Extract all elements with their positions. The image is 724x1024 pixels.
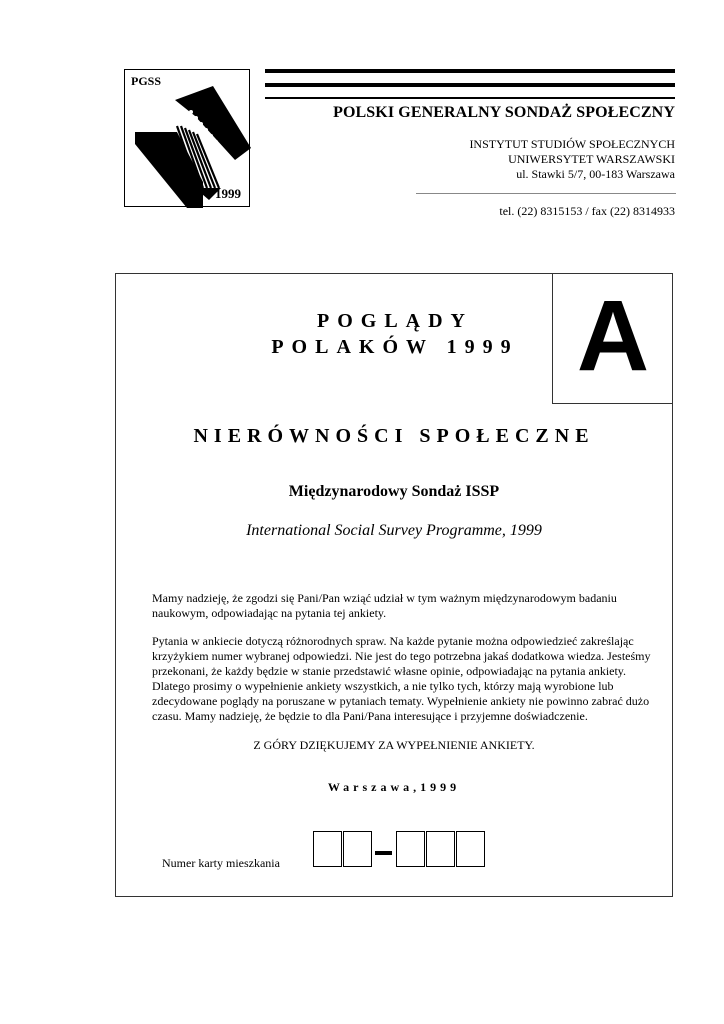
university-name: UNIWERSYTET WARSZAWSKI <box>508 152 675 166</box>
header-rule-2 <box>265 83 675 87</box>
card-number-digit-3[interactable] <box>396 831 425 867</box>
logo-year: 1999 <box>215 186 241 201</box>
title-line-2: POLAKÓW 1999 <box>271 336 519 358</box>
programme-name: International Social Survey Programme, 1999 <box>246 522 542 539</box>
card-number-digit-4[interactable] <box>426 831 455 867</box>
pgss-logo <box>124 69 250 207</box>
header-rule-1 <box>265 69 675 73</box>
questionnaire-version-box <box>552 273 673 404</box>
institute-block <box>380 137 675 182</box>
place-date: Warszawa,1999 <box>327 780 461 794</box>
thanks-line: Z GÓRY DZIĘKUJEMY ZA WYPEŁNIENIE ANKIETY. <box>253 738 535 752</box>
header-rule-3 <box>265 97 675 99</box>
institute-name: INSTYTUT STUDIÓW SPOŁECZNYCH <box>469 137 675 151</box>
card-number-digit-1[interactable] <box>313 831 342 867</box>
contact-line: tel. (22) 8315153 / fax (22) 8314933 <box>499 204 675 218</box>
card-number-digit-2[interactable] <box>343 831 372 867</box>
card-number-label: Numer karty mieszkania <box>162 856 280 870</box>
version-letter: A <box>576 280 650 392</box>
instructions-paragraph: Pytania w ankiecie dotyczą różnorodnych spraw. Na każde pytanie można odpowiedzieć zakreślając krzyżykiem numer wybranej odpowiedzi. Nie jest do tego potrzebna jakaś dodatkowa wiedza. Jesteśmy przekonani, że każdy będzie w stanie przedstawić własne opinie, odpowiadając na pytania ankiety. Dlatego prosimy o wypełnienie ankiety wszystkich, a nie tylko tych, którzy mają wyrobione lub zdecydowane poglądy na poruszane w pytaniach tematy. Wypełnienie ankiety nie powinno zabrać dużo czasu. Mamy nadzieję, że będzie to dla Pani/Pana interesujące i przyjemne doświadczenie. <box>152 634 651 723</box>
survey-topic: NIERÓWNOŚCI SPOŁECZNE <box>193 425 595 447</box>
organization-name: POLSKI GENERALNY SONDAŻ SPOŁECZNY <box>333 104 675 121</box>
logo-abbreviation: PGSS <box>131 74 162 88</box>
card-number-digit-5[interactable] <box>456 831 485 867</box>
intro-paragraph: Mamy nadzieję, że zgodzi się Pani/Pan wziąć udział w tym ważnym międzynarodowym badaniu naukowym, odpowiadając na pytania tej ankiety. <box>152 591 617 620</box>
card-number-dash <box>375 851 392 855</box>
postal-address: ul. Stawki 5/7, 00-183 Warszawa <box>516 167 675 181</box>
title-line-1: POGLĄDY <box>317 310 473 332</box>
survey-subtitle: Międzynarodowy Sondaż ISSP <box>288 483 500 500</box>
address-divider <box>416 193 676 194</box>
